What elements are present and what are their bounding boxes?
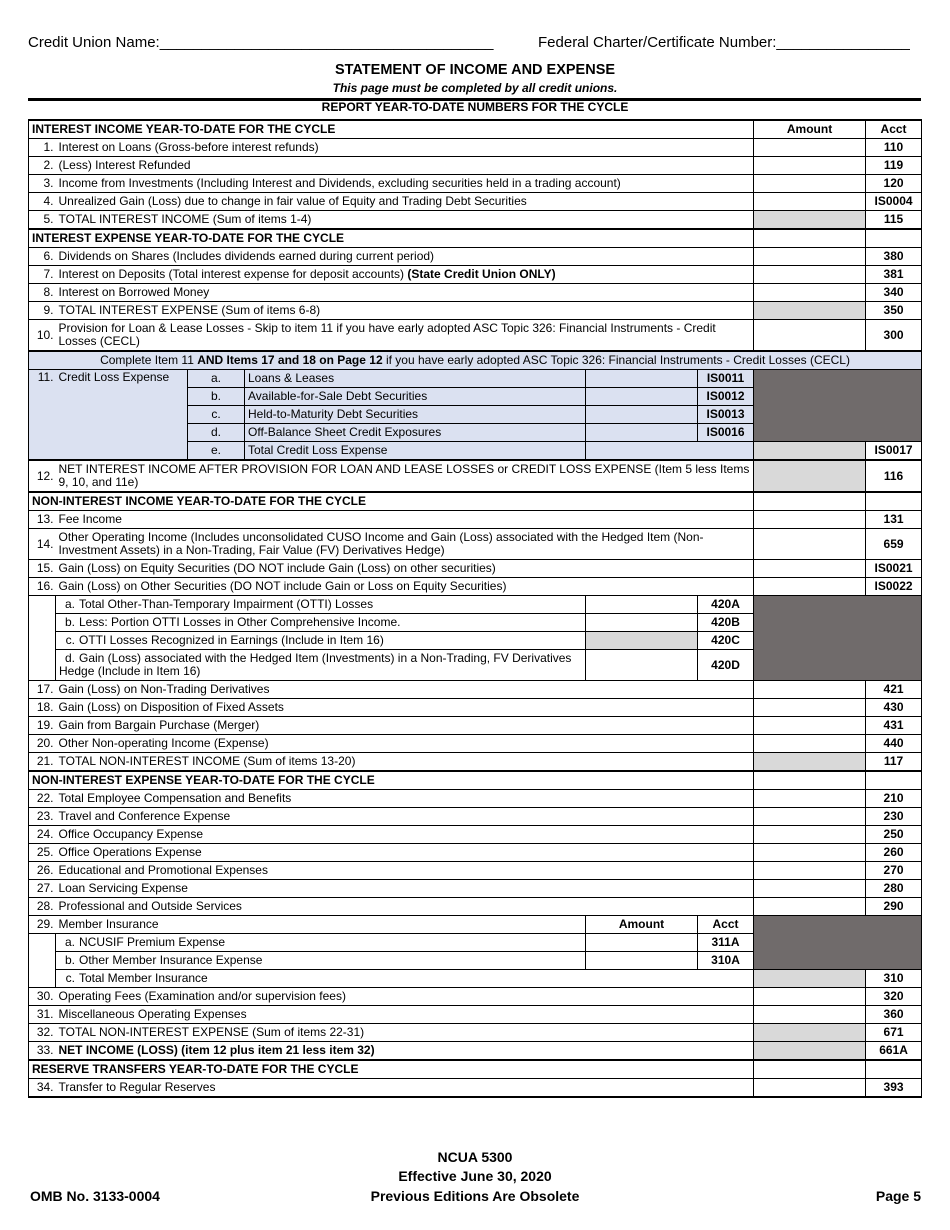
item-label: TOTAL INTEREST EXPENSE (Sum of items 6-8) (56, 302, 754, 320)
amount-input[interactable] (754, 560, 866, 578)
item-number: 31. (29, 1006, 56, 1024)
sub-letter: a. (64, 935, 75, 949)
item-number: 34. (29, 1079, 56, 1098)
item-label: Interest on Borrowed Money (56, 284, 754, 302)
line-item (29, 790, 922, 808)
acct-code: 260 (866, 844, 922, 862)
omb-number: OMB No. 3133-0004 (30, 1188, 160, 1204)
amount-input[interactable] (754, 970, 866, 988)
line-item (29, 753, 922, 772)
sub-label: Total Credit Loss Expense (245, 442, 586, 461)
line-item (29, 139, 922, 157)
item-label (56, 266, 754, 284)
sub-label (56, 632, 586, 650)
item-label: Gain (Loss) on Equity Securities (DO NOT include Gain (Loss) on other securities) (56, 560, 754, 578)
effective-date: Effective June 30, 2020 (398, 1168, 552, 1184)
amount-input[interactable] (754, 988, 866, 1006)
line-item (29, 880, 922, 898)
section-row (29, 771, 922, 790)
item-label: Other Operating Income (Includes unconsolidated CUSO Income and Gain (Loss) associated with the Hedged Item (Non-Investment Assets) in a Non-Trading, Fair Value (FV) Derivatives Hedge) (56, 529, 754, 560)
item-number: 2. (29, 157, 56, 175)
report-note: REPORT YEAR-TO-DATE NUMBERS FOR THE CYCLE (321, 100, 629, 114)
line-item (29, 681, 922, 699)
item-number: 6. (29, 248, 56, 266)
item-number: 13. (29, 511, 56, 529)
amount-input[interactable] (586, 632, 698, 650)
acct-code: 431 (866, 717, 922, 735)
cecl-note-row (29, 351, 922, 370)
amount-input[interactable] (754, 511, 866, 529)
sub-letter: c. (65, 971, 75, 985)
amount-input[interactable] (586, 406, 698, 424)
amount-input[interactable] (754, 1006, 866, 1024)
acct-code: 310A (698, 952, 754, 970)
item-label: Loan Servicing Expense (56, 880, 754, 898)
item-number: 8. (29, 284, 56, 302)
amount-input[interactable] (754, 284, 866, 302)
item-number: 18. (29, 699, 56, 717)
sub-label (56, 970, 754, 988)
item-label: Provision for Loan & Lease Losses - Skip to item 11 if you have early adopted ASC Topic 326: Financial Instruments - Credit Losses (CECL) (56, 320, 754, 352)
obsolete-note: Previous Editions Are Obsolete (370, 1188, 580, 1204)
line-item (29, 1024, 922, 1042)
amount-input[interactable] (754, 862, 866, 880)
sub-letter: c. (188, 406, 245, 424)
amount-input[interactable] (754, 880, 866, 898)
sub-text: NCUSIF Premium Expense (79, 935, 226, 949)
acct-code: 230 (866, 808, 922, 826)
page-subtitle: This page must be completed by all credit unions. (332, 81, 618, 95)
item-number: 7. (29, 266, 56, 284)
blocked-cell (754, 370, 922, 442)
item-label: Other Non-operating Income (Expense) (56, 735, 754, 753)
sub-label (56, 650, 586, 681)
acct-code: IS0004 (866, 193, 922, 211)
amount-input[interactable] (754, 735, 866, 753)
item-label: Office Operations Expense (56, 844, 754, 862)
line-item (29, 735, 922, 753)
item-number: 21. (29, 753, 56, 772)
amount-input[interactable] (754, 717, 866, 735)
item-number: 32. (29, 1024, 56, 1042)
member-insurance-row (29, 970, 922, 988)
acct-code: IS0011 (698, 370, 754, 388)
charter-number-field[interactable]: ________________ (776, 34, 910, 51)
acct-code: 659 (866, 529, 922, 560)
item-number: 24. (29, 826, 56, 844)
item-number: 22. (29, 790, 56, 808)
acct-code: 250 (866, 826, 922, 844)
line-item (29, 175, 922, 193)
item-label: Fee Income (56, 511, 754, 529)
blank-cell (866, 1060, 922, 1079)
item-label: Educational and Promotional Expenses (56, 862, 754, 880)
sub-label (56, 614, 586, 632)
acct-code: 131 (866, 511, 922, 529)
charter-number-label: Federal Charter/Certificate Number:________________ (538, 34, 910, 51)
item-number: 26. (29, 862, 56, 880)
sub-text: Other Member Insurance Expense (79, 953, 263, 967)
line-item (29, 578, 922, 596)
item-number: 14. (29, 529, 56, 560)
section-row (29, 492, 922, 511)
amount-input[interactable] (754, 139, 866, 157)
cecl-note-text: AND Items 17 and 18 on Page 12 (197, 353, 383, 367)
blank-cell (866, 771, 922, 790)
acct-code: IS0016 (698, 424, 754, 442)
sub-letter: b. (64, 953, 75, 967)
amount-input[interactable] (586, 934, 698, 952)
line-item (29, 320, 922, 352)
amount-input[interactable] (754, 460, 866, 492)
sub-letter: e. (188, 442, 245, 461)
line-item (29, 211, 922, 230)
item-number: 1. (29, 139, 56, 157)
section-row (29, 1060, 922, 1079)
blank-cell (754, 1060, 866, 1079)
credit-loss-row (29, 370, 922, 388)
line-item (29, 717, 922, 735)
sub-letter: b. (188, 388, 245, 406)
line-item (29, 898, 922, 916)
credit-union-name-label: Credit Union Name:________________________________________ (28, 34, 494, 51)
acct-code: 115 (866, 211, 922, 230)
item-label: NET INCOME (LOSS) (item 12 plus item 21 less item 32) (56, 1042, 754, 1061)
sub-label (56, 952, 586, 970)
amount-input[interactable] (754, 1079, 866, 1098)
blank-cell (754, 229, 866, 248)
item-label: TOTAL NON-INTEREST EXPENSE (Sum of items 22-31) (56, 1024, 754, 1042)
blank-cell (866, 492, 922, 511)
item-label: Gain (Loss) on Non-Trading Derivatives (56, 681, 754, 699)
sub-letter: a. (188, 370, 245, 388)
sub-text: Total Other-Than-Temporary Impairment (OTTI) Losses (79, 597, 374, 611)
acct-code: IS0012 (698, 388, 754, 406)
sub-label: Available-for-Sale Debt Securities (245, 388, 586, 406)
acct-code: 310 (866, 970, 922, 988)
acct-header: Acct (698, 916, 754, 934)
section-heading: NON-INTEREST INCOME YEAR-TO-DATE FOR THE CYCLE (29, 492, 754, 511)
line-item (29, 988, 922, 1006)
item-label: TOTAL INTEREST INCOME (Sum of items 1-4) (56, 211, 754, 230)
item-label: TOTAL NON-INTEREST INCOME (Sum of items 13-20) (56, 753, 754, 772)
item-label: Dividends on Shares (Includes dividends earned during current period) (56, 248, 754, 266)
item-number: 9. (29, 302, 56, 320)
acct-code: 290 (866, 898, 922, 916)
line-item (29, 916, 922, 934)
amount-input[interactable] (586, 952, 698, 970)
line-item (29, 862, 922, 880)
acct-code: 393 (866, 1079, 922, 1098)
item-label: Interest on Loans (Gross-before interest refunds) (56, 139, 754, 157)
sub-text: Gain (Loss) associated with the Hedged Item (Investments) in a Non-Trading, FV Derivatives Hedge (Include in Item 16) (59, 651, 572, 678)
amount-input[interactable] (754, 844, 866, 862)
section-heading: RESERVE TRANSFERS YEAR-TO-DATE FOR THE CYCLE (29, 1060, 754, 1079)
acct-code: 340 (866, 284, 922, 302)
acct-code: 311A (698, 934, 754, 952)
sub-letter: d. (188, 424, 245, 442)
item-label: Gain from Bargain Purchase (Merger) (56, 717, 754, 735)
amount-input[interactable] (754, 753, 866, 772)
item-number: 4. (29, 193, 56, 211)
amount-input[interactable] (754, 529, 866, 560)
amount-input[interactable] (754, 248, 866, 266)
item-label: Operating Fees (Examination and/or supervision fees) (56, 988, 754, 1006)
amount-input[interactable] (754, 211, 866, 230)
acct-code: 420D (698, 650, 754, 681)
cecl-note-text: Complete Item 11 (100, 353, 198, 367)
item-label: Income from Investments (Including Interest and Dividends, excluding securities held in a trading account) (56, 175, 754, 193)
section-heading: NON-INTEREST EXPENSE YEAR-TO-DATE FOR THE CYCLE (29, 771, 754, 790)
sub-letter: b. (64, 615, 75, 629)
amount-input[interactable] (754, 320, 866, 352)
acct-code: 116 (866, 460, 922, 492)
item-label-emphasis: (State Credit Union ONLY) (407, 267, 556, 281)
acct-code: 300 (866, 320, 922, 352)
item-number: 25. (29, 844, 56, 862)
cecl-note (29, 351, 922, 370)
section-row (29, 229, 922, 248)
item-number: 19. (29, 717, 56, 735)
item-label: Credit Loss Expense (56, 370, 188, 461)
acct-code: IS0021 (866, 560, 922, 578)
line-item (29, 808, 922, 826)
item-label: Total Employee Compensation and Benefits (56, 790, 754, 808)
sub-text: Less: Portion OTTI Losses in Other Comprehensive Income. (79, 615, 401, 629)
item-label: Miscellaneous Operating Expenses (56, 1006, 754, 1024)
acct-code: 210 (866, 790, 922, 808)
sub-label: Held-to-Maturity Debt Securities (245, 406, 586, 424)
amount-input[interactable] (586, 650, 698, 681)
acct-header: Acct (866, 120, 922, 139)
acct-code: 430 (866, 699, 922, 717)
item-number: 11. (29, 370, 56, 461)
acct-code: 420A (698, 596, 754, 614)
cecl-note-text: if you have early adopted ASC Topic 326: Financial Instruments - Credit Losses (CECL) (382, 353, 850, 367)
item-number: 33. (29, 1042, 56, 1061)
line-item (29, 284, 922, 302)
amount-input[interactable] (754, 790, 866, 808)
amount-input[interactable] (754, 1042, 866, 1061)
item-label: Gain (Loss) on Other Securities (DO NOT include Gain or Loss on Equity Securities) (56, 578, 754, 596)
line-item (29, 511, 922, 529)
acct-code: 381 (866, 266, 922, 284)
item-label: Travel and Conference Expense (56, 808, 754, 826)
acct-code: 420B (698, 614, 754, 632)
acct-code: 380 (866, 248, 922, 266)
item-number: 15. (29, 560, 56, 578)
item-number: 3. (29, 175, 56, 193)
form-number: NCUA 5300 (437, 1149, 513, 1165)
sub-text: OTTI Losses Recognized in Earnings (Include in Item 16) (79, 633, 384, 647)
acct-code: 119 (866, 157, 922, 175)
sub-text: Total Member Insurance (79, 971, 208, 985)
item-number: 20. (29, 735, 56, 753)
item-number: 30. (29, 988, 56, 1006)
amount-input[interactable] (754, 157, 866, 175)
item-number: 27. (29, 880, 56, 898)
acct-code: 280 (866, 880, 922, 898)
page-title: STATEMENT OF INCOME AND EXPENSE (334, 62, 616, 78)
acct-code: 270 (866, 862, 922, 880)
item-number: 16. (29, 578, 56, 596)
sub-letter: a. (64, 597, 75, 611)
acct-code: 120 (866, 175, 922, 193)
item-number: 29. (29, 916, 56, 934)
amount-input[interactable] (754, 1024, 866, 1042)
item-label: Member Insurance (56, 916, 586, 934)
amount-input[interactable] (754, 302, 866, 320)
line-item (29, 266, 922, 284)
line-item (29, 248, 922, 266)
acct-code: 320 (866, 988, 922, 1006)
blank-cell (866, 229, 922, 248)
line-item (29, 460, 922, 492)
amount-input[interactable] (586, 370, 698, 388)
acct-code: IS0013 (698, 406, 754, 424)
acct-code: 671 (866, 1024, 922, 1042)
item-number: 10. (29, 320, 56, 352)
table-header-row (29, 120, 922, 139)
acct-code: 661A (866, 1042, 922, 1061)
acct-code: IS0022 (866, 578, 922, 596)
sub-label (56, 596, 586, 614)
sub-letter: d. (64, 651, 75, 665)
amount-input[interactable] (754, 826, 866, 844)
line-item (29, 529, 922, 560)
line-item (29, 302, 922, 320)
income-expense-table (28, 119, 922, 1098)
page-number: Page 5 (875, 1188, 921, 1204)
item-label: Transfer to Regular Reserves (56, 1079, 754, 1098)
item-label: Professional and Outside Services (56, 898, 754, 916)
blank-cell (754, 492, 866, 511)
line-item (29, 844, 922, 862)
line-item (29, 1079, 922, 1098)
acct-code: 421 (866, 681, 922, 699)
amount-input[interactable] (754, 898, 866, 916)
item-number: 17. (29, 681, 56, 699)
line-item (29, 193, 922, 211)
item-label: NET INTEREST INCOME AFTER PROVISION FOR LOAN AND LEASE LOSSES or CREDIT LOSS EXPENSE (Item 5 less Items 9, 10, and 11e) (56, 460, 754, 492)
amount-input[interactable] (754, 681, 866, 699)
item-number: 28. (29, 898, 56, 916)
item-number: 12. (29, 460, 56, 492)
line-item (29, 157, 922, 175)
credit-union-name-field[interactable]: ________________________________________ (159, 34, 494, 51)
acct-code: 420C (698, 632, 754, 650)
amount-input[interactable] (754, 578, 866, 596)
item-number: 5. (29, 211, 56, 230)
acct-code: 440 (866, 735, 922, 753)
amount-input[interactable] (586, 614, 698, 632)
amount-input[interactable] (754, 175, 866, 193)
item-number: 23. (29, 808, 56, 826)
item-label: (Less) Interest Refunded (56, 157, 754, 175)
line-item (29, 1042, 922, 1061)
amount-header: Amount (754, 120, 866, 139)
section-heading: INTEREST INCOME YEAR-TO-DATE FOR THE CYCLE (29, 120, 754, 139)
blank-cell (754, 771, 866, 790)
amount-input[interactable] (754, 699, 866, 717)
amount-input[interactable] (754, 808, 866, 826)
blank-cell (29, 596, 56, 681)
item-label: Office Occupancy Expense (56, 826, 754, 844)
otti-row (29, 596, 922, 614)
amount-input[interactable] (754, 266, 866, 284)
line-item (29, 1006, 922, 1024)
amount-input[interactable] (754, 193, 866, 211)
sub-label: Off-Balance Sheet Credit Exposures (245, 424, 586, 442)
acct-code: 360 (866, 1006, 922, 1024)
section-heading: INTEREST EXPENSE YEAR-TO-DATE FOR THE CYCLE (29, 229, 754, 248)
amount-input[interactable] (754, 442, 866, 461)
acct-code: 350 (866, 302, 922, 320)
acct-code: 117 (866, 753, 922, 772)
line-item (29, 560, 922, 578)
sub-label: Loans & Leases (245, 370, 586, 388)
acct-code: 110 (866, 139, 922, 157)
amount-input[interactable] (586, 596, 698, 614)
item-label: Gain (Loss) on Disposition of Fixed Assets (56, 699, 754, 717)
blocked-cell (754, 916, 922, 970)
sub-label (56, 934, 586, 952)
item-label-text: Interest on Deposits (Total interest expense for deposit accounts) (58, 267, 405, 281)
line-item (29, 699, 922, 717)
amount-input[interactable] (586, 424, 698, 442)
amount-header: Amount (586, 916, 698, 934)
blank-cell (586, 442, 754, 461)
blocked-cell (754, 596, 922, 681)
item-label: Unrealized Gain (Loss) due to change in fair value of Equity and Trading Debt Securities (56, 193, 754, 211)
line-item (29, 826, 922, 844)
acct-code: IS0017 (866, 442, 922, 461)
blank-cell (29, 934, 56, 988)
amount-input[interactable] (586, 388, 698, 406)
sub-letter: c. (65, 633, 75, 647)
